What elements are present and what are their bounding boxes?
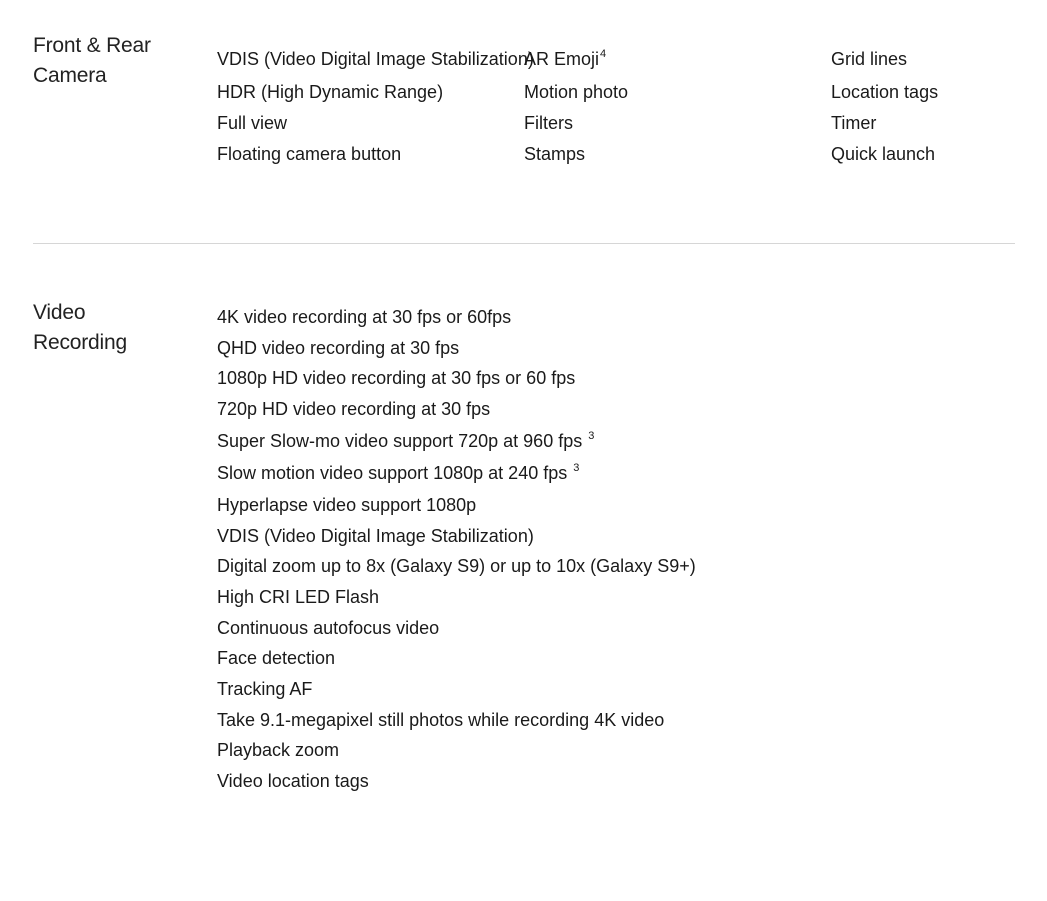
video-feature: High CRI LED Flash [217,586,380,607]
camera-feature: Motion photo [524,82,629,102]
camera-feature: HDR (High Dynamic Range) [217,82,444,102]
camera-features-row [217,77,1017,108]
camera-feature-text: AR Emoji [524,49,600,69]
video-features-list [217,302,696,797]
video-feature: 1080p HD video recording at 30 fps or 60 fps [217,368,576,389]
video-feature: 4K video recording at 30 fps or 60fps [217,307,512,327]
video-feature: Video location tags [217,771,369,792]
camera-feature: Location tags [831,82,939,102]
video-feature: Face detection [217,648,336,669]
camera-feature: Floating camera button [217,144,402,164]
camera-feature: Grid lines [831,49,908,69]
video-feature [217,457,696,490]
video-feature: Hyperlapse video support 1080p [217,494,477,515]
video-feature: Continuous autofocus video [217,617,440,638]
heading-line: Camera [33,64,107,87]
camera-feature: Stamps [524,144,586,164]
video-feature: VDIS (Video Digital Image Stabilization) [217,525,534,546]
heading-line: Recording [33,331,127,354]
video-feature: QHD video recording at 30 fps [217,337,460,358]
section-divider [33,243,1015,244]
footnote-marker: 3 [573,462,580,475]
front-rear-camera-heading [33,31,151,91]
footnote-marker: 4 [600,48,607,60]
camera-features-row [217,108,1017,139]
camera-feature: Quick launch [831,144,936,164]
video-feature: Tracking AF [217,679,313,700]
camera-feature: Timer [831,113,877,133]
footnote-marker: 3 [588,429,595,442]
camera-feature [524,44,606,75]
camera-feature: Full view [217,113,288,133]
heading-line: Video [33,301,86,324]
camera-features-row [217,139,1017,170]
video-recording-heading [33,298,127,358]
camera-features-grid [217,44,1017,170]
video-feature-text: Slow motion video support 1080p at 240 fps [217,463,573,484]
camera-feature: VDIS (Video Digital Image Stabilization) [217,49,534,69]
video-feature: Digital zoom up to 8x (Galaxy S9) or up to 10x (Galaxy S9+) [217,556,696,577]
heading-line: Front & Rear [33,34,151,57]
camera-features-row [217,44,1017,77]
camera-feature: Filters [524,113,573,133]
video-feature-text: Super Slow-mo video support 720p at 960 fps [217,430,588,451]
video-feature: Playback zoom [217,740,340,761]
video-feature: Take 9.1-megapixel still photos while recording 4K video [217,709,665,730]
video-feature: 720p HD video recording at 30 fps [217,399,491,420]
video-feature [217,425,696,458]
